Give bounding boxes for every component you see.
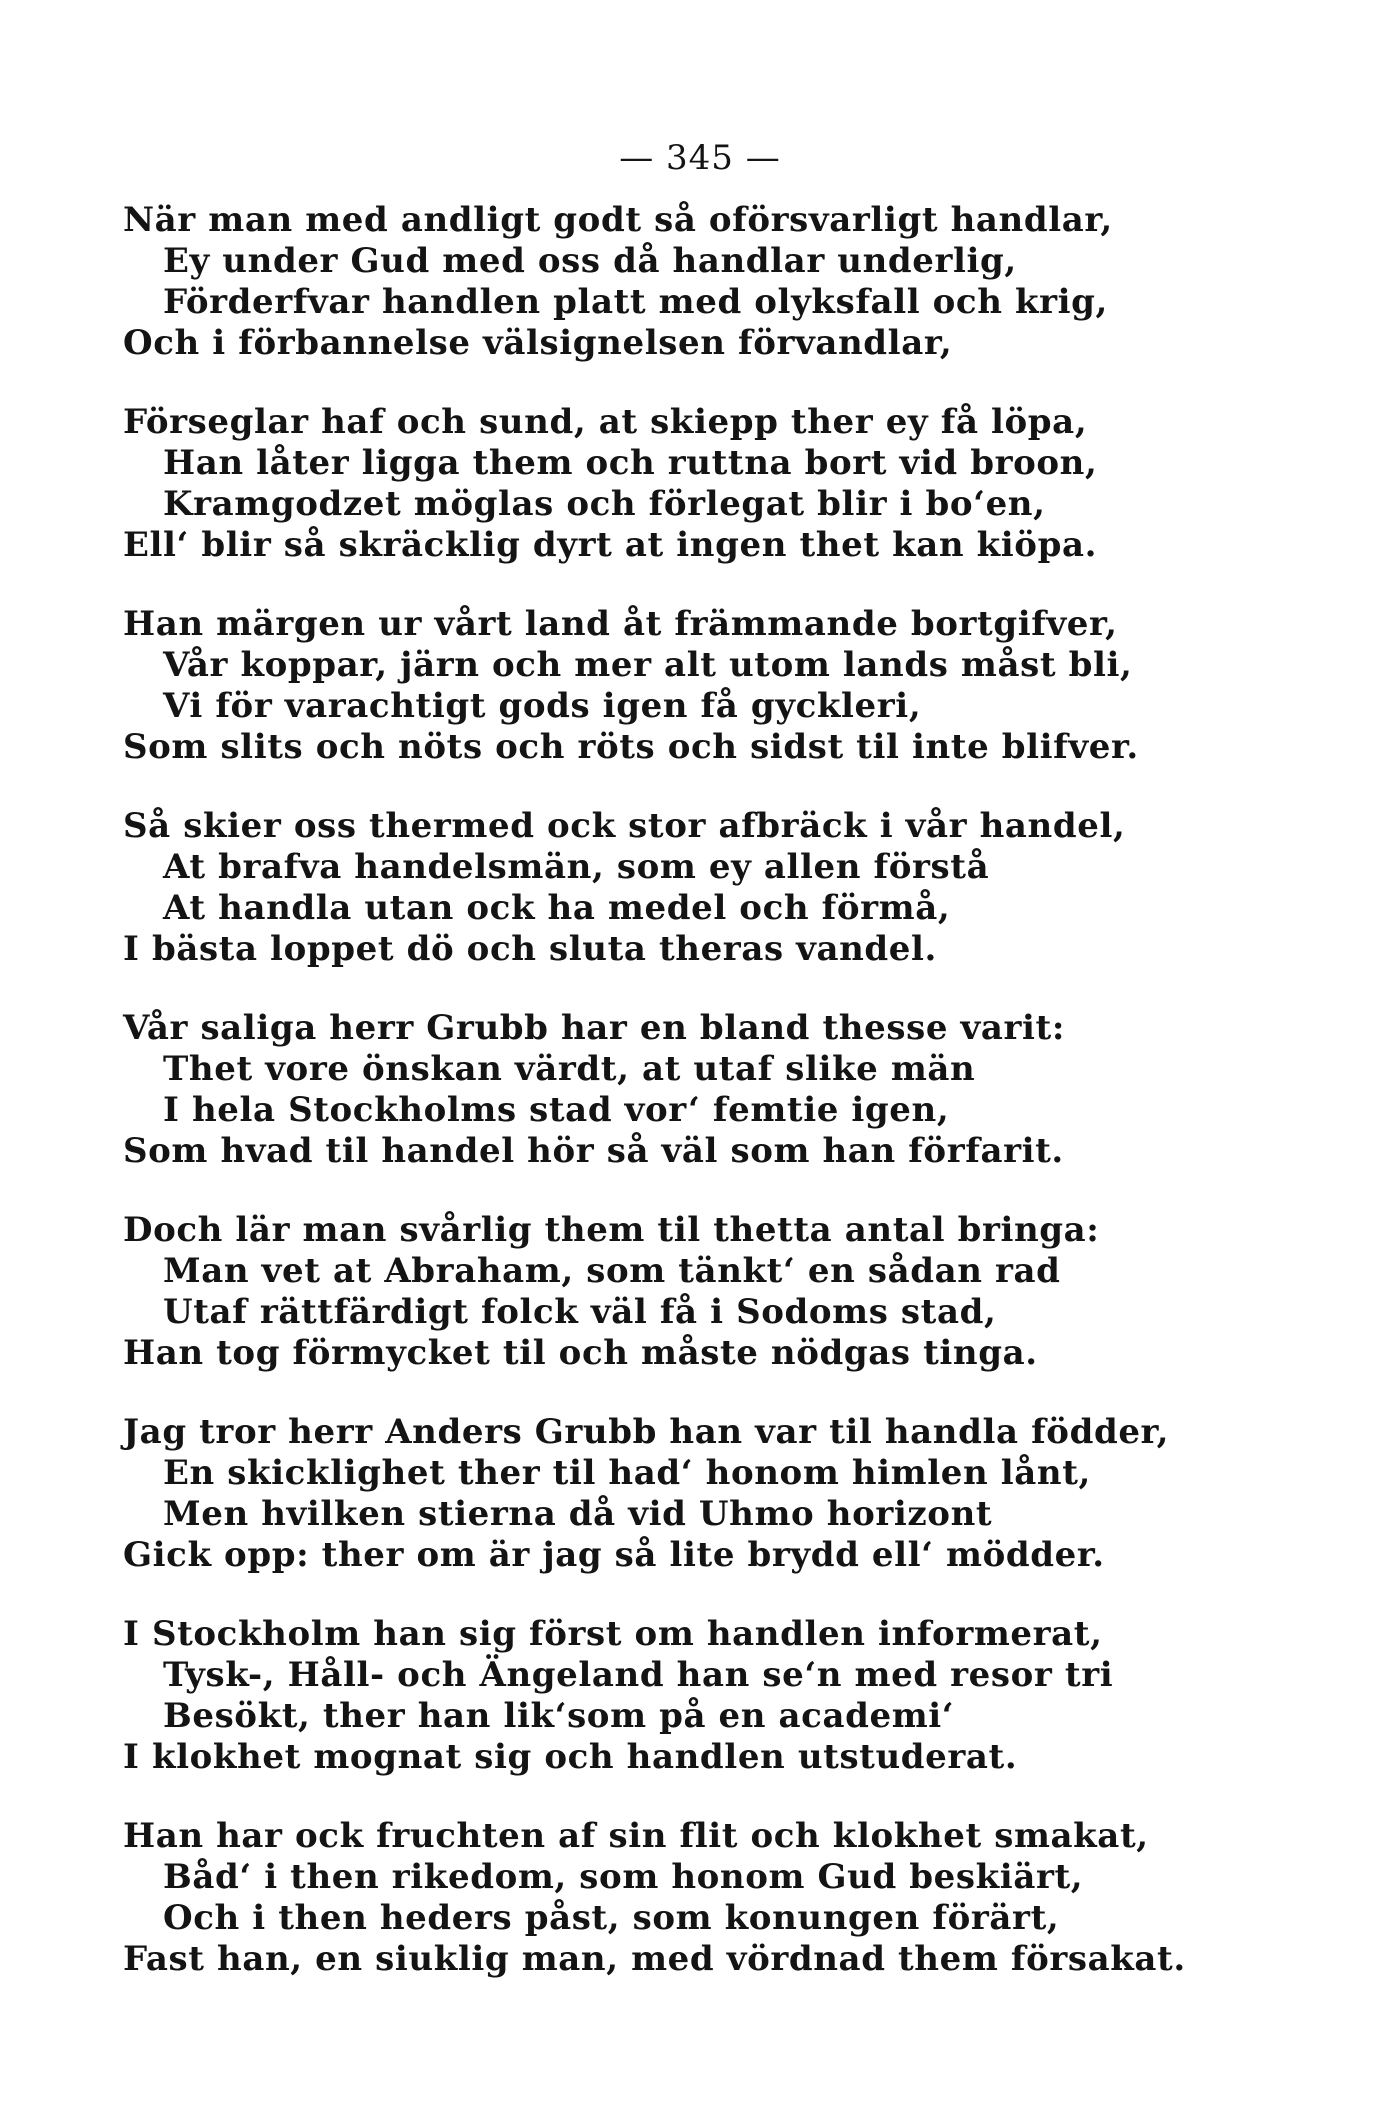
poem-line: Tysk-, Håll- och Ängeland han se‘n med resor tri [163, 1655, 1114, 1695]
stanza [123, 1816, 1303, 1980]
poem [123, 200, 1303, 2018]
stanza [123, 806, 1303, 970]
stanza [123, 1614, 1303, 1778]
poem-line: Båd‘ i then rikedom, som honom Gud beskiärt, [163, 1857, 1084, 1897]
poem-line: Som hvad til handel hör så väl som han förfarit. [123, 1131, 1064, 1171]
poem-line: Vår koppar, järn och mer alt utom lands måst bli, [163, 645, 1133, 685]
poem-line: Jag tror herr Anders Grubb han var til handla födder, [123, 1412, 1170, 1452]
stanza [123, 1210, 1303, 1374]
poem-line: Han märgen ur vårt land åt främmande bortgifver, [123, 604, 1118, 644]
poem-line: I Stockholm han sig först om handlen informerat, [123, 1614, 1103, 1654]
poem-line: Gick opp: ther om är jag så lite brydd ell‘ mödder. [123, 1535, 1105, 1575]
poem-line: Kramgodzet möglas och förlegat blir i bo‘en, [163, 484, 1046, 524]
poem-line: Som slits och nöts och röts och sidst til inte blifver. [123, 727, 1139, 767]
poem-line: Besökt, ther han lik‘som på en academi‘ [163, 1696, 955, 1736]
poem-line: Ey under Gud med oss då handlar underlig, [163, 241, 1017, 281]
poem-line: Vi för varachtigt gods igen få gyckleri, [163, 686, 922, 726]
stanza [123, 200, 1303, 364]
poem-line: Han tog förmycket til och måste nödgas tinga. [123, 1333, 1038, 1373]
poem-line: At brafva handelsmän, som ey allen förstå [163, 847, 990, 887]
poem-line: I klokhet mognat sig och handlen utstuderat. [123, 1737, 1018, 1777]
poem-line: Fast han, en siuklig man, med vördnad them försakat. [123, 1939, 1186, 1979]
page-number: — 345 — [619, 138, 781, 178]
poem-line: Förseglar haf och sund, at skiepp ther ey få löpa, [123, 402, 1088, 442]
poem-line: Så skier oss thermed ock stor afbräck i vår handel, [123, 806, 1126, 846]
stanza [123, 1008, 1303, 1172]
poem-line: Vår saliga herr Grubb har en bland thesse varit: [123, 1008, 1065, 1048]
poem-line: Och i förbannelse välsignelsen förvandlar, [123, 323, 953, 363]
poem-line: Man vet at Abraham, som tänkt‘ en sådan rad [163, 1251, 1061, 1291]
poem-line: Han låter ligga them och ruttna bort vid broon, [163, 443, 1098, 483]
poem-line: Och i then heders påst, som konungen förärt, [163, 1898, 1060, 1938]
poem-line: Förderfvar handlen platt med olyksfall och krig, [163, 282, 1108, 322]
poem-line: At handla utan ock ha medel och förmå, [163, 888, 951, 928]
stanza [123, 1412, 1303, 1576]
poem-line: Men hvilken stierna då vid Uhmo horizont [163, 1494, 993, 1534]
poem-line: Doch lär man svårlig them til thetta antal bringa: [123, 1210, 1100, 1250]
poem-line: Thet vore önskan värdt, at utaf slike män [163, 1049, 976, 1089]
poem-line: När man med andligt godt så oförsvarligt handlar, [123, 200, 1113, 240]
poem-line: I hela Stockholms stad vor‘ femtie igen, [163, 1090, 950, 1130]
stanza [123, 604, 1303, 768]
poem-line: En skicklighet ther til had‘ honom himlen lånt, [163, 1453, 1091, 1493]
poem-line: I bästa loppet dö och sluta theras vandel. [123, 929, 937, 969]
poem-line: Utaf rättfärdigt folck väl få i Sodoms stad, [163, 1292, 997, 1332]
poem-line: Han har ock fruchten af sin flit och klokhet smakat, [123, 1816, 1149, 1856]
poem-line: Ell‘ blir så skräcklig dyrt at ingen thet kan kiöpa. [123, 525, 1098, 565]
stanza [123, 402, 1303, 566]
